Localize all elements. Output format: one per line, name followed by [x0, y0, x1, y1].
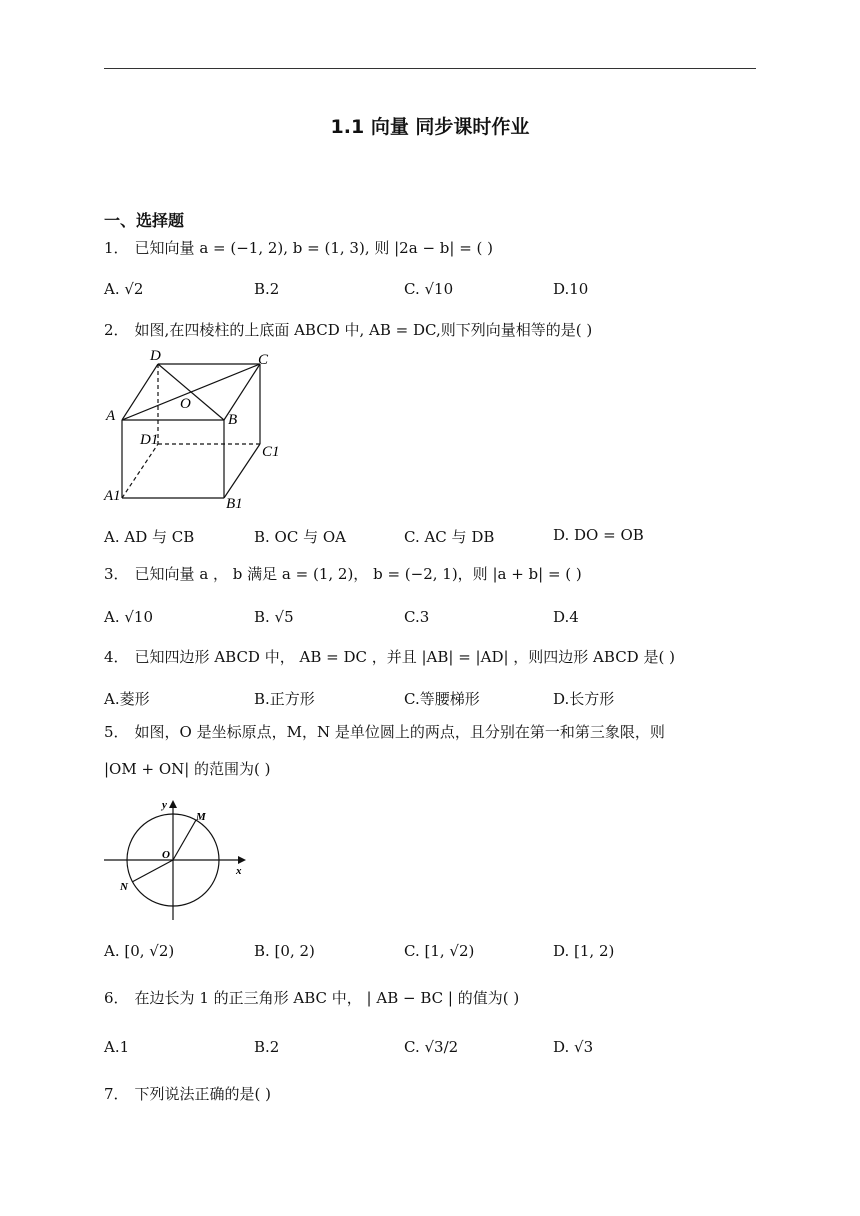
question-number: 6．	[104, 989, 129, 1007]
question-2	[104, 318, 592, 342]
question-5	[104, 720, 665, 744]
question-stem: 下列说法正确的是( )	[134, 1085, 272, 1103]
option-a[interactable]: A. √2	[104, 280, 144, 298]
x-axis-arrow	[238, 856, 246, 864]
option-b[interactable]: B. [0, 2)	[254, 942, 315, 960]
option-c[interactable]: C. √10	[404, 280, 454, 298]
question-number: 2．	[104, 321, 129, 339]
edge-A1D1	[122, 444, 158, 498]
question-6	[104, 986, 519, 1010]
diagonal-DB	[158, 364, 224, 420]
question-number: 5．	[104, 723, 129, 741]
segment-OM	[173, 820, 196, 860]
option-a[interactable]: A. √10	[104, 608, 154, 626]
label-D: D	[150, 348, 161, 364]
question-7	[104, 1082, 271, 1106]
options-q3	[104, 608, 756, 636]
label-N: N	[120, 881, 128, 893]
question-number: 3．	[104, 565, 129, 583]
prism-figure	[100, 348, 290, 514]
options-q2	[104, 526, 756, 554]
option-d[interactable]: D. DO = OB	[553, 526, 644, 544]
question-number: 4．	[104, 648, 129, 666]
question-stem: 如图，O 是坐标原点，M，N 是单位圆上的两点，且分别在第一和第三象限，则	[134, 723, 665, 741]
edge-AD	[122, 364, 158, 420]
label-M: M	[196, 811, 206, 823]
question-stem: 如图,在四棱柱的上底面 ABCD 中, AB = DC,则下列向量相等的是( )	[134, 321, 593, 339]
option-c[interactable]: C.3	[404, 608, 430, 626]
option-d[interactable]: D.4	[553, 608, 579, 626]
section-heading: 一、选择题	[104, 211, 185, 230]
question-number: 1．	[104, 239, 129, 257]
question-1	[104, 236, 493, 260]
label-B: B	[228, 412, 238, 428]
option-b[interactable]: B.2	[254, 1038, 280, 1056]
y-axis-arrow	[169, 800, 177, 808]
option-a[interactable]: A. AD 与 CB	[104, 528, 195, 546]
label-D1: D1	[140, 432, 159, 448]
unit-circle-figure	[100, 794, 250, 924]
question-3	[104, 562, 582, 586]
label-B1: B1	[226, 496, 243, 512]
question-4	[104, 645, 675, 669]
page-title: 1.1 向量 同步课时作业	[330, 116, 530, 138]
option-d[interactable]: D.10	[553, 280, 589, 298]
label-x: x	[236, 865, 242, 877]
label-C1: C1	[262, 444, 280, 460]
option-d[interactable]: D. [1, 2)	[553, 942, 615, 960]
option-a[interactable]: A. [0, √2)	[104, 942, 175, 960]
option-b[interactable]: B.正方形	[254, 690, 315, 708]
options-q1	[104, 280, 756, 308]
header-rule	[104, 68, 756, 69]
options-q6	[104, 1038, 756, 1066]
question-stem: 在边长为 1 的正三角形 ABC 中， | AB − BC | 的值为( )	[134, 989, 520, 1007]
question-stem: 已知四边形 ABCD 中， AB = DC ，并且 |AB| = |AD| ，则四边形 ABCD 是( )	[134, 648, 675, 666]
options-q4	[104, 688, 756, 716]
segment-ON	[132, 860, 173, 882]
options-q5	[104, 942, 756, 970]
label-y: y	[162, 799, 167, 811]
label-A1: A1	[104, 488, 121, 504]
label-C: C	[258, 352, 269, 368]
question-number: 7．	[104, 1085, 129, 1103]
option-c[interactable]: C.等腰梯形	[404, 690, 480, 708]
label-O: O	[162, 849, 170, 861]
option-a[interactable]: A.菱形	[104, 690, 150, 708]
question-5-continued	[104, 757, 271, 781]
option-b[interactable]: B. OC 与 OA	[254, 528, 346, 546]
option-c[interactable]: C. [1, √2)	[404, 942, 475, 960]
question-stem-continued: |OM + ON| 的范围为( )	[104, 760, 271, 778]
option-b[interactable]: B. √5	[254, 608, 294, 626]
option-d[interactable]: D.长方形	[553, 690, 615, 708]
option-a[interactable]: A.1	[104, 1038, 130, 1056]
label-A: A	[106, 408, 116, 424]
question-stem: 已知向量 a ， b 满足 a = (1, 2)， b = (−2, 1)，则 |a + b| = ( )	[134, 565, 582, 583]
option-c[interactable]: C. √3/2	[404, 1038, 459, 1056]
option-b[interactable]: B.2	[254, 280, 280, 298]
edge-B1C1	[224, 444, 260, 498]
question-stem: 已知向量 a = (−1, 2), b = (1, 3), 则 |2a − b| = ( )	[134, 239, 494, 257]
option-c[interactable]: C. AC 与 DB	[404, 528, 495, 546]
label-O: O	[180, 396, 191, 412]
option-d[interactable]: D. √3	[553, 1038, 594, 1056]
